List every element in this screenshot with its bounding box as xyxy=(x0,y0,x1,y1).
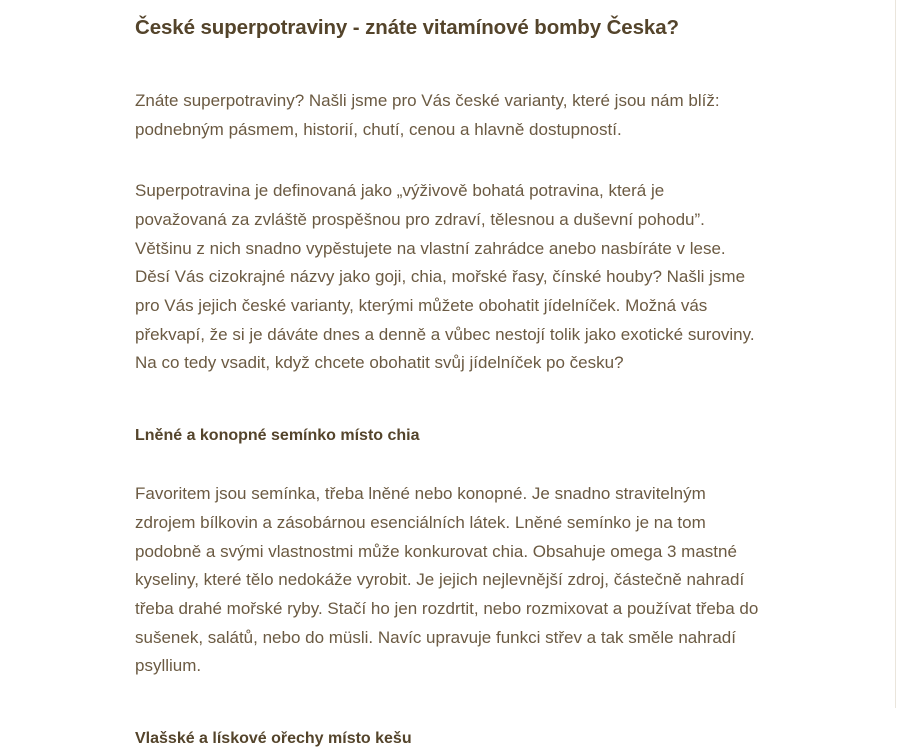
section-heading-seeds: Lněné a konopné semínko místo chia xyxy=(135,427,420,445)
section-paragraph-seeds: Favoritem jsou semínka, třeba lněné nebo konopné. Je snadno stravitelným zdrojem bílkovin a zásobárnou esenciálních látek. Lněné semínko je na tom podobně a svými vlastnostmi může konkurovat chia. Obsahuje omega 3 mastné kyseliny, které tělo nedokáže vyrobit. Je jejich nejlevnější zdroj, částečně nahradí třeba drahé mořské ryby. Stačí ho jen rozdrtit, nebo rozmixovat a používat třeba do sušenek, salátů, nebo do müsli. Navíc upravuje funkci střev a tak směle nahradí psyllium. xyxy=(135,484,759,676)
article-content xyxy=(135,0,760,750)
intro-paragraph: Znáte superpotraviny? Našli jsme pro Vás české varianty, které jsou nám blíž: podnebným pásmem, historií, chutí, cenou a hlavně dostupností. xyxy=(135,91,720,139)
right-edge-divider xyxy=(895,0,896,708)
section-heading-nuts: Vlašské a lískové ořechy místo kešu xyxy=(135,730,412,748)
lead-paragraph: Superpotravina je definovaná jako „výživově bohatá potravina, která je považovaná za zvláště prospěšnou pro zdraví, tělesnou a duševní pohodu”. Většinu z nich snadno vypěstujete na vlastní zahrádce anebo nasbíráte v lese. Děsí Vás cizokrajné názvy jako goji, chia, mořské řasy, čínské houby? Našli jsme pro Vás jejich české varianty, kterými můžete obohatit jídelníček. Možná vás překvapí, že si je dáváte dnes a denně a vůbec nestojí tolik jako exotické suroviny. Na co tedy vsadit, když chcete obohatit svůj jídelníček po česku? xyxy=(135,181,755,373)
page-title: České superpotraviny - znáte vitamínové bomby Česka? xyxy=(135,16,679,39)
